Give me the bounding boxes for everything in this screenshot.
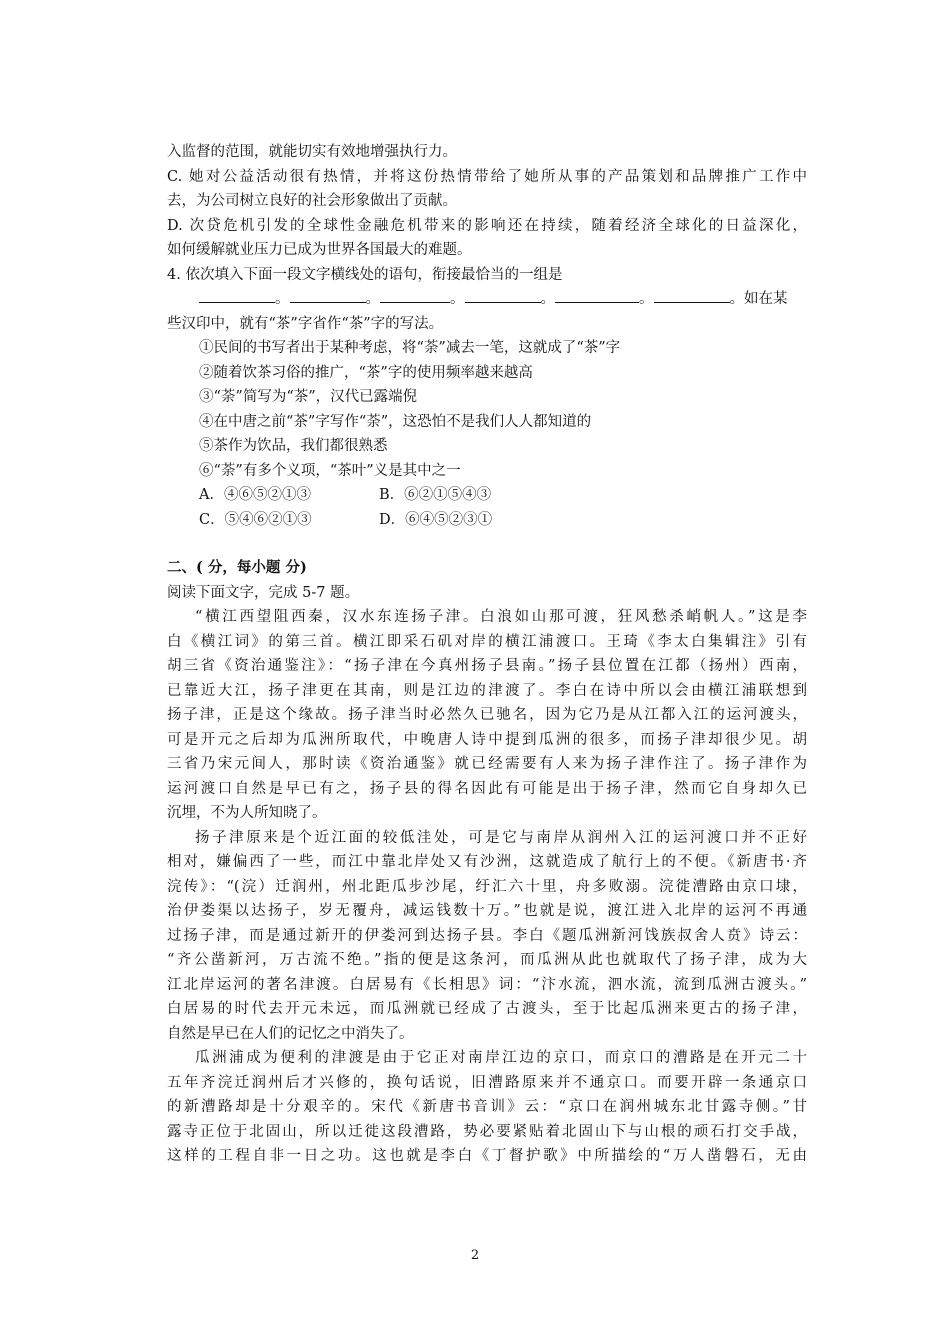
p2-line: 自然是早已在人们的记忆之中消失了。 — [167, 1025, 414, 1042]
p3-line: 这样的工程自非一日之功。这也就是李白《丁督护歌》中所描绘的“万人凿磐石，无由 — [167, 1148, 807, 1164]
q4-stem-end: 。如在某 — [729, 291, 788, 307]
p1-line: 可是开元之后却为瓜洲所取代，中晚唐人诗中提到瓜洲的很多，而扬子津却很少见。胡 — [167, 731, 807, 748]
section2-title: 二、( 分，每小题 分) — [167, 559, 307, 576]
p1-line: 沉埋，不为人所知晓了。 — [167, 805, 327, 821]
q3-option-d-line1: D. 次贷危机引发的全球性金融危机带来的影响还在持续，随着经济全球化的日益深化， — [167, 217, 807, 234]
q4-option-c: C．⑤④⑥②①③ — [199, 511, 312, 528]
blank-sep: 。 — [639, 291, 654, 307]
q4-item-4: ④在中唐之前“茶”字写作“荼”，这恐怕不是我们人人都知道的 — [199, 413, 592, 430]
q4-blanks-line — [167, 287, 807, 312]
section2-instruction: 阅读下面文字，完成 5-7 题。 — [167, 584, 360, 601]
q4-option-d: D．⑥④⑤②③① — [379, 511, 493, 528]
q4-item-3: ③“荼”简写为“茶”，汉代已露端倪 — [199, 389, 418, 405]
q4-options-row2 — [167, 508, 807, 533]
q4-item-6: ⑥“荼”有多个义项，“茶叶”义是其中之一 — [199, 462, 461, 479]
blank-6 — [654, 288, 730, 303]
p2-line: 浣传》：“(浣）迁润州，州北距瓜步沙尾，纡汇六十里，舟多败溺。浣徙漕路由京口埭， — [167, 878, 807, 895]
document-page — [167, 140, 807, 1169]
blank-3 — [380, 288, 450, 303]
p2-line: 江北岸运河的著名津渡。白居易有《长相思》词：“汴水流，泗水流，流到瓜洲古渡头。” — [167, 976, 807, 993]
q4-stem: 4. 依次填入下面一段文字横线处的语句，衔接最恰当的一组是 — [167, 266, 563, 283]
spacer — [167, 532, 807, 556]
blank-sep: 。 — [540, 291, 555, 307]
p2-line: 扬子津原来是个近江面的较低洼处，可是它与南岸从润州入江的运河渡口并不正好 — [195, 829, 807, 846]
p2-line: 过扬子津，而是通过新开的伊娄河到达扬子县。李白《题瓜洲新河饯族叔舍人贲》诗云： — [167, 927, 807, 944]
q3-option-d-line2: 如何缓解就业压力已成为世界各国最大的难题。 — [167, 242, 472, 258]
p1-line: 白《横江词》的第三首。横江即采石矶对岸的横江浦渡口。王琦《李太白集辑注》引有 — [167, 633, 807, 650]
q4-stem-line3: 些汉印中，就有“茶”字省作“茶”字的写法。 — [167, 315, 444, 332]
p3-line: 瓜洲浦成为便利的津渡是由于它正对南岸江边的京口，而京口的漕路是在开元二十 — [195, 1050, 807, 1066]
q4-item-1: ①民间的书写者出于某种考虑，将“荼”减去一笔，这就成了“茶”字 — [199, 340, 621, 356]
p2-line: 相对，嫌偏西了一些，而江中靠北岸处又有沙洲，这就造成了航行上的不便。《新唐书·齐 — [167, 854, 807, 870]
p2-line: 白居易的时代去开元未远，而瓜洲就已经成了古渡头，至于比起瓜洲来更古的扬子津， — [167, 1001, 807, 1017]
blank-sep: 。 — [450, 291, 465, 307]
q4-options-row1 — [167, 483, 807, 508]
q4-item-2: ②随着饮茶习俗的推广，“茶”字的使用频率越来越高 — [199, 364, 533, 381]
q4-option-a: A．④⑥⑤②①③ — [199, 487, 311, 503]
p3-line: 露寺正位于北固山，所以迁徙这段漕路，势必要紧贴着北固山下与山根的顽石打交手战， — [167, 1123, 807, 1140]
blank-sep: 。 — [365, 291, 380, 307]
p1-line: 运河渡口自然是早已有之，扬子县的得名因此有可能是出于扬子津，然而它自身却久已 — [167, 780, 807, 797]
p1-line: 扬子津，正是这个缘故。扬子津当时必然久已驰名，因为它乃是从江都入江的运河渡头， — [167, 707, 807, 723]
blank-1 — [199, 288, 275, 303]
p2-line: 治伊娄渠以达扬子，岁无覆舟，减运钱数十万。”也就是说，渡江进入北岸的运河不再通 — [167, 903, 807, 919]
p3-line: 的新漕路却是十分艰辛的。宋代《新唐书音训》云：“京口在润州城东北甘露寺侧。”甘 — [167, 1099, 807, 1115]
blank-sep: 。 — [275, 291, 290, 307]
p1-line: 三省乃宋元间人，那时读《资治通鉴》就已经需要有人来为扬子津作注了。扬子津作为 — [167, 756, 807, 772]
blank-4 — [465, 288, 541, 303]
blank-2 — [290, 288, 366, 303]
blank-5 — [555, 288, 639, 303]
p1-line: 已靠近大江，扬子津更在其南，则是江边的津渡了。李白在诗中所以会由横江浦联想到 — [167, 682, 807, 699]
p1-line: “横江西望阻西秦，汉水东连扬子津。白浪如山那可渡，狂风愁杀峭帆人。”这是李 — [195, 609, 807, 625]
page-number: 2 — [470, 1248, 480, 1263]
q3-option-b-continuation: 入监督的范围，就能切实有效地增强执行力。 — [167, 144, 457, 160]
q4-item-5: ⑤茶作为饮品，我们都很熟悉 — [199, 438, 388, 454]
p2-line: “齐公凿新河，万古流不绝。”指的便是这条河，而瓜洲从此也就取代了扬子津，成为大 — [167, 952, 807, 968]
p1-line: 胡三省《资治通鉴注》：“扬子津在今真州扬子县南。”扬子县位置在江都（扬州）西南， — [167, 658, 807, 674]
q4-option-b: B．⑥②①⑤④③ — [379, 487, 492, 503]
q3-option-c-line2: 去，为公司树立良好的社会形象做出了贡献。 — [167, 193, 457, 209]
p3-line: 五年齐浣迁润州后才兴修的，换句话说，旧漕路原来并不通京口。而要开辟一条通京口 — [167, 1074, 807, 1091]
q3-option-c-line1: C. 她对公益活动很有热情，并将这份热情带给了她所从事的产品策划和品牌推广工作中 — [167, 168, 807, 185]
